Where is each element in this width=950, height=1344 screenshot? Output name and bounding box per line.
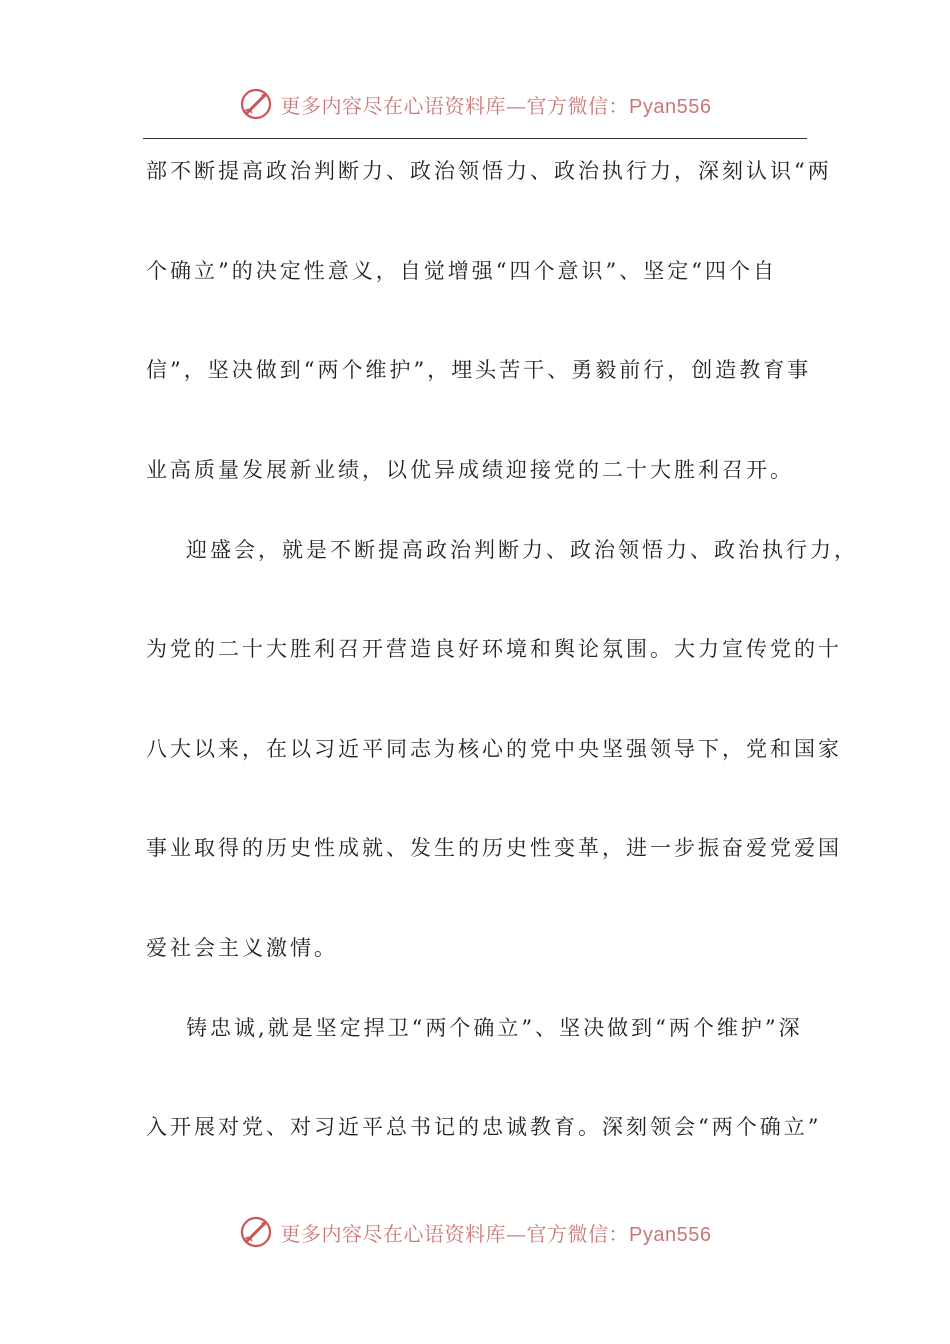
text-line: 为党的二十大胜利召开营造良好环境和舆论氛围。大力宣传党的十: [146, 637, 842, 661]
text-line: 部不断提高政治判断力、政治领悟力、政治执行力，深刻认识“两: [146, 159, 832, 183]
brand-banner: [281, 90, 712, 119]
text-line: 爱社会主义激情。: [146, 935, 338, 960]
text-line: 八大以来，在以习近平同志为核心的党中央坚强领导下，党和国家: [146, 736, 842, 761]
text-line: 个确立”的决定性意义，自觉增强“四个意识”、坚定“四个自: [146, 258, 777, 283]
paragraph-start: 铸忠诚,就是坚定捍卫“两个确立”、坚决做到“两个维护”深: [186, 1015, 803, 1040]
paragraph-start: 迎盛会，就是不断提高政治判断力、政治领悟力、政治执行力，: [186, 537, 858, 562]
brand-banner: [281, 1218, 712, 1247]
text-line: 入开展对党、对习近平总书记的忠诚教育。深刻领会“两个确立”: [146, 1115, 822, 1139]
page-header: [0, 84, 950, 124]
text-line: 业高质量发展新业绩，以优异成绩迎接党的二十大胜利召开。: [146, 457, 794, 482]
pen-logo-icon: [239, 1215, 273, 1249]
brand-slogan: 更多内容尽在心语资料库—官方微信：: [280, 1221, 630, 1246]
wechat-id: Pyan556: [629, 1223, 712, 1246]
text-line: 信”，坚决做到“两个维护”，埋头苦干、勇毅前行，创造教育事: [146, 358, 812, 382]
wechat-id: Pyan556: [629, 95, 712, 118]
brand-slogan: 更多内容尽在心语资料库—官方微信：: [280, 93, 630, 118]
text-line: 事业取得的历史性成就、发生的历史性变革，进一步振奋爱党爱国: [146, 836, 842, 860]
document-body: [146, 148, 858, 1204]
header-divider: [143, 138, 807, 139]
page-footer: [0, 1212, 950, 1252]
pen-logo-icon: [239, 87, 273, 121]
